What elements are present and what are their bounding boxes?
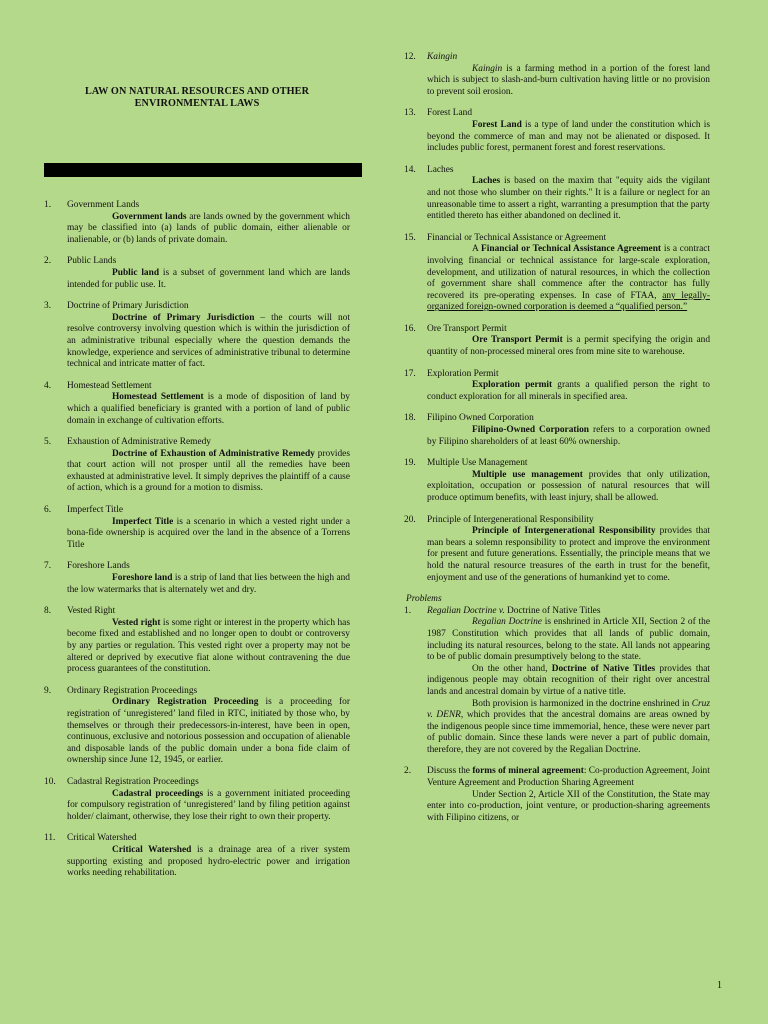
item-heading: Kaingin: [427, 52, 458, 62]
item-text: provides that court action will not prosper until all the remedies have been exhausted at administrative level. It simply deprives the plaintiff of a cause of action, which is a ground for a motion to dismiss.: [67, 448, 350, 494]
item-body: [44, 268, 350, 291]
item-text: is a subset of government land which are lands intended for public use. It.: [67, 267, 350, 290]
item-heading: Government Lands: [67, 200, 140, 210]
item-number: 1.: [44, 200, 52, 210]
item-heading: Exhaustion of Administrative Remedy: [67, 437, 211, 448]
item-number: 14.: [404, 164, 416, 175]
definition-item: [44, 381, 350, 427]
document-title: [44, 86, 350, 110]
problem-number: 2.: [404, 766, 412, 777]
item-heading: Multiple Use Management: [427, 458, 528, 469]
definition-item: [404, 413, 710, 448]
problem-text: Under Section 2, Article XII of the Constitution, the State may enter into co-production, joint venture, or production-sharing agreements with Filipino citizens, or: [427, 789, 710, 823]
item-heading: Laches: [427, 164, 454, 175]
item-text: is a scenario in which a vested right under a bona-fide ownership is acquired over the land in the absence of a Torrens Title: [67, 516, 350, 550]
item-number: 7.: [44, 561, 52, 572]
problem-term: Doctrine of Native Titles: [551, 663, 656, 674]
item-term: Financial or Technical Assistance Agreement: [481, 244, 662, 255]
item-text: is a permit specifying the origin and quantity of non-processed mineral ores from mine site to warehouse.: [427, 335, 711, 358]
problem-text: provides that indigenous people may obtain recognition of their right over ancestral lands and ancestral domain by virtue of a native title.: [427, 663, 710, 697]
item-number: 4.: [44, 380, 52, 391]
item-term: Forest Land: [472, 119, 522, 130]
item-number: 9.: [44, 685, 52, 696]
item-number: 19.: [404, 458, 416, 469]
problems-heading: Problems: [406, 594, 442, 605]
item-text: provides that only utilization, exploitation, occupation or possession of natural resources that will produce optimum benefits, with least injury, shall be allowed.: [427, 469, 710, 503]
item-heading: Forest Land: [427, 108, 473, 119]
title-line-2: ENVIRONMENTAL LAWS: [134, 98, 260, 109]
item-text: grants a qualified person the right to conduct exploration for all minerals in specified area.: [427, 380, 710, 402]
item-body: [404, 425, 710, 448]
item-heading: Principle of Intergenerational Responsibility: [427, 514, 594, 525]
item-number: 13.: [404, 108, 416, 119]
problem-text: is enshrined in Article XII, Section 2 of the 1987 Constitution which provides that all lands of public domain, including its natural resources, belong to the state. All lands not appearing to be of public domain presumptively belong to the state.: [427, 617, 710, 663]
item-underlined-text: any legally-organized foreign-owned corporation is deemed a “qualified person.”: [427, 290, 710, 313]
problem-number: 1.: [404, 605, 412, 616]
problem-text-pre: Both provision is harmonized in the doctrine enshrined in: [472, 698, 692, 709]
item-body: [404, 120, 710, 155]
item-term: Cadastral proceedings: [112, 788, 204, 799]
definition-item: [404, 324, 710, 359]
item-text: is a type of land under the constitution which is beyond the commerce of man and may not be alienated or disposed. It includes public forest, permanent forest and forest reservations.: [427, 119, 710, 154]
item-text: is a farming method in a portion of the forest land which is subject to slash-and-burn cultivation having little or no provision to prevent soil erosion.: [427, 63, 710, 97]
definition-item: [44, 606, 350, 676]
left-column: [44, 86, 350, 890]
item-heading: Public Lands: [67, 256, 117, 267]
item-text: is a government initiated proceeding for compulsory registration of ‘unregistered’ land by filing petition against holder/ claimant, otherwise, they lose their right to own their property.: [67, 788, 351, 822]
item-number: 16.: [404, 323, 416, 334]
redaction-bar: [44, 163, 362, 177]
item-text: is based on the maxim that "equity aids the vigilant and not those who slumber on their rights." It is a failure or neglect for an unreasonable time to assert a right, warranting a presumption that the party entitled thereto has either abandoned on declined it.: [427, 176, 710, 222]
item-term: Doctrine of Exhaustion of Administrative Remedy: [112, 448, 315, 459]
item-text: are lands owned by the government which may be classified into (a) lands of public domain, either alienable or inalienable, or (b) lands of private domain.: [67, 211, 350, 245]
item-text: is a strip of land that lies between the high and the low watermarks that is alternately wet and dry.: [67, 573, 350, 595]
item-text: is a drainage area of a river system supporting existing and proposed hydro-electric power and irrigation works needing rehabilitation.: [67, 844, 350, 879]
item-heading: Doctrine of Primary Jurisdiction: [67, 301, 189, 312]
item-term: Vested right: [112, 617, 161, 628]
item-heading: Imperfect Title: [67, 505, 123, 516]
item-body: [44, 618, 350, 676]
item-text: is a proceeding for registration of ‘unregistered’ land filed in RTC, initiated by those who, by themselves or through their predecessors-in-interest, have been in open, continuous, exclusive and notorious possession and occupation of alienable and disposable lands of the public domain under a bona fide claim of ownership since June 12, 1945, or earlier.: [67, 697, 351, 766]
problem-case-name: Cruz v. DENR: [427, 698, 710, 721]
item-body: [44, 789, 350, 824]
item-term: Doctrine of Primary Jurisdiction: [112, 312, 255, 323]
problem-item: [404, 766, 710, 824]
problem-item: [404, 606, 710, 757]
item-body: [44, 313, 350, 371]
item-term: Government lands: [112, 211, 187, 222]
item-heading: Exploration Permit: [427, 368, 499, 379]
item-body: [44, 212, 350, 247]
item-heading: Vested Right: [67, 606, 116, 617]
definition-item: [44, 777, 350, 823]
problem-heading-text: : Co-production Agreement, Joint Venture Agreement and Production Sharing Agreement: [427, 766, 710, 789]
definition-item: [44, 561, 350, 596]
definition-item: [404, 233, 710, 314]
problem-paragraph: [404, 790, 710, 825]
problem-heading-pre: Discuss the: [427, 766, 473, 777]
item-body: [404, 335, 710, 358]
problem-paragraph: [404, 617, 710, 663]
problem-heading: [427, 606, 710, 618]
item-number: 5.: [44, 437, 52, 448]
problem-term: Regalian Doctrine: [472, 617, 542, 628]
definition-item: [404, 108, 710, 154]
item-heading: Filipino Owned Corporation: [427, 413, 534, 424]
problem-text: , which provides that the ancestral domains are areas owned by the indigenous people since time immemorial, hence, these were never part of public domain. Since these lands were never a part of public domain, therefore, they are not covered by the Regalian Doctrine.: [427, 710, 710, 755]
item-number: 18.: [404, 413, 416, 424]
definition-item: [404, 165, 710, 223]
item-term: Multiple use management: [472, 469, 583, 480]
item-body: [44, 449, 350, 495]
item-heading: Foreshore Lands: [67, 561, 130, 572]
problem-heading-italic: Regalian Doctrine v.: [427, 605, 505, 616]
item-term: Ore Transport Permit: [472, 335, 563, 346]
problem-paragraph: [404, 699, 710, 757]
item-body: [404, 64, 710, 99]
item-heading: Cadastral Registration Proceedings: [67, 776, 199, 787]
item-term: Filipino-Owned Corporation: [472, 425, 590, 436]
item-heading: Ordinary Registration Proceedings: [67, 685, 198, 696]
definition-item: [44, 505, 350, 551]
item-term: Ordinary Registration Proceeding: [112, 697, 259, 708]
title-line-1: LAW ON NATURAL RESOURCES AND OTHER: [84, 86, 310, 97]
problem-heading-bold: forms of mineral agreement: [472, 766, 584, 777]
item-text: provides that man bears a solemn responsibility to protect and improve the environment for present and future generations. Essentially, the principle means that we hold the natural resource treasures of the earth in trust for the benefit, enjoyment and use of the generations of humankind yet to come.: [427, 526, 710, 583]
item-term: Homestead Settlement: [112, 392, 204, 403]
definition-item: [404, 369, 710, 404]
item-heading: Critical Watershed: [67, 833, 137, 844]
item-term: Exploration permit: [472, 380, 553, 391]
definition-item: [44, 301, 350, 371]
item-body: [44, 697, 350, 767]
item-number: 2.: [44, 256, 52, 267]
item-heading: Ore Transport Permit: [427, 323, 507, 334]
item-number: 15.: [404, 232, 416, 243]
item-number: 6.: [44, 505, 52, 516]
item-number: 8.: [44, 606, 52, 617]
item-body: [44, 517, 350, 552]
item-body: [44, 573, 350, 596]
item-number: 10.: [44, 776, 56, 787]
item-body: [44, 392, 350, 427]
problem-heading: [427, 766, 710, 789]
definition-item: [404, 458, 710, 504]
item-heading: Financial or Technical Assistance or Agreement: [427, 232, 607, 243]
item-number: 3.: [44, 301, 52, 312]
page-number: 1: [717, 980, 722, 991]
item-body: [404, 380, 710, 403]
problem-text-pre: On the other hand,: [472, 663, 552, 674]
problem-paragraph: [404, 664, 710, 699]
item-text: is some right or interest in the property which has become fixed and established and no longer open to doubt or controversy by any parties or regulation. This vested right over a property may not be altered or deprived by executive fiat alone without contravening the due process guarantees of the constitution.: [67, 617, 350, 675]
item-body: [44, 845, 350, 880]
definition-item: [44, 437, 350, 495]
item-text-pre: A: [472, 244, 482, 255]
item-text: is a contract involving financial or technical assistance for large-scale exploration, development, and utilization of natural resources, in which the collection of government share shall commence after the contractor has fully recovered its pre-operating expenses. In case of FTAA,: [427, 244, 710, 301]
item-heading: Homestead Settlement: [67, 380, 152, 391]
item-term: Public land: [112, 267, 160, 278]
item-body: [404, 470, 710, 505]
item-term: Laches: [472, 176, 501, 187]
definition-item: [44, 686, 350, 767]
item-text: is a mode of disposition of land by which a qualified beneficiary is granted with a portion of land of public domain in exchange of cultivation efforts.: [67, 392, 350, 426]
item-text: refers to a corporation owned by Filipino shareholders of at least 60% ownership.: [427, 425, 711, 447]
item-body: [404, 176, 710, 222]
item-term: Critical Watershed: [112, 844, 192, 855]
problem-heading-text: Doctrine of Native Titles: [504, 605, 601, 616]
definition-item: [44, 200, 350, 246]
item-number: 20.: [404, 514, 416, 525]
item-number: 17.: [404, 368, 416, 379]
item-term: Imperfect Title: [112, 516, 174, 527]
item-number: 12.: [404, 52, 416, 62]
item-number: 11.: [44, 833, 56, 844]
item-term: Principle of Intergenerational Responsibility: [472, 526, 656, 537]
item-term: Foreshore land: [112, 573, 173, 584]
item-term: Kaingin: [472, 63, 503, 74]
item-text: – the courts will not resolve controversy involving question which is within the jurisdiction of an administrative tribunal especially where the question demands the knowledge, experience and services of administrative tribunal to determine technical and intricate matter of fact.: [67, 312, 351, 370]
definition-item: [404, 515, 710, 585]
definition-item: [44, 256, 350, 291]
definition-item: [404, 52, 710, 98]
right-column: [404, 52, 710, 834]
definition-item: [44, 833, 350, 879]
item-body: [404, 526, 710, 584]
item-body: [404, 244, 710, 314]
